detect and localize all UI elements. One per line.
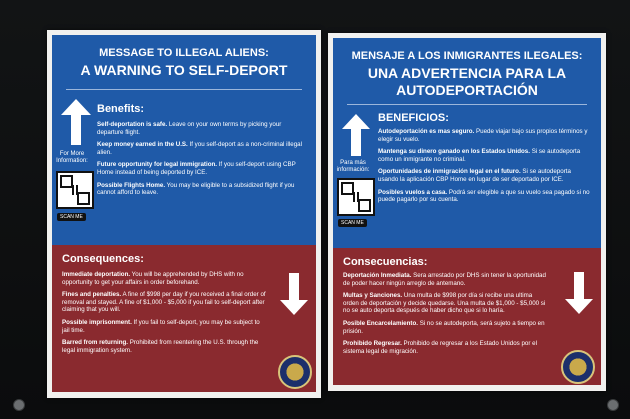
up-arrow-icon <box>342 114 370 156</box>
benefit-item: Posibles vuelos a casa. Podrá ser elegible a que su vuelo sea pagado si no puede pagarlo por su cuenta. <box>378 188 590 204</box>
qr-code[interactable] <box>56 171 94 209</box>
heading-line1: MESSAGE TO ILLEGAL ALIENS: <box>99 47 269 59</box>
consequence-item: Prohibido Regresar. Prohibido de regresar a los Estado Unidos por el sistema legal de migración. <box>343 340 537 355</box>
benefits-title: BENEFICIOS: <box>378 112 449 124</box>
consequence-item: Fines and penalties. A fine of $998 per day if you received a final order of removal and stayed. A fine of $1,000 - $5,000 if you fail to self-deport after claiming that you will. <box>62 291 266 314</box>
benefit-item: Oportunidades de inmigración legal en el futuro. Si se autodeporta usando la aplicación CBP Home en lugar de ser deportado por ICE. <box>378 168 571 183</box>
more-info-label: Para más información: <box>336 160 370 173</box>
benefits-list <box>378 128 590 209</box>
consequences-list <box>343 272 548 360</box>
benefit-item: Autodeportación es mas seguro. Puede viajar bajo sus propios términos y elegir su vuelo. <box>378 128 588 143</box>
down-arrow-icon <box>565 272 593 314</box>
divider <box>347 104 587 105</box>
consequence-item: Multas y Sanciones. Una multa de $998 por día si recibe una ultima orden de deportación y decide quedarse. Una multa de $1,000 - $5,000 si no se auto deporta después de haber dicho que si lo haría. <box>343 292 546 315</box>
wall-bolt <box>607 399 619 411</box>
consequences-panel <box>333 248 601 385</box>
benefits-list <box>97 121 307 202</box>
down-arrow-icon <box>280 273 308 315</box>
poster-heading <box>58 47 310 79</box>
consequences-list <box>62 271 267 359</box>
consequences-panel <box>52 245 316 392</box>
heading-line2: A WARNING TO SELF-DEPORT <box>80 62 288 78</box>
poster-heading <box>339 50 595 99</box>
consequences-title: Consequences: <box>62 253 144 265</box>
scan-me-label: SCAN ME <box>57 213 86 221</box>
benefit-item: Possible Flights Home. You may be eligible to a subsidized flight if you cannot afford to leave. <box>97 181 295 197</box>
spanish-poster <box>328 33 606 391</box>
benefit-item: Mantenga su dinero ganado en los Estados Unidos. Si se autodeporta como un inmigrante no criminal. <box>378 148 581 163</box>
up-arrow-icon <box>61 99 91 145</box>
consequence-item: Barred from returning. Prohibited from reentering the U.S. through the legal immigration system. <box>62 339 259 354</box>
qr-code[interactable] <box>337 178 375 216</box>
scan-me-label: SCAN ME <box>338 219 367 227</box>
english-poster <box>47 30 321 398</box>
dhs-seal-icon <box>561 350 595 384</box>
more-info-label: For More Information: <box>56 151 88 164</box>
benefit-item: Self-deportation is safe. Leave on your own terms by picking your departure flight. <box>97 121 282 136</box>
consequences-title: Consecuencias: <box>343 256 428 268</box>
wall-bolt <box>13 399 25 411</box>
benefits-panel <box>52 35 316 245</box>
consequence-item: Posible Encarcelamiento. Si no se autodeporta, será sujeto a tiempo en prisión. <box>343 319 545 335</box>
heading-line1: MENSAJE A LOS INMIGRANTES ILEGALES: <box>351 50 583 62</box>
heading-line2: UNA ADVERTENCIA PARA LA AUTODEPORTACIÓN <box>367 65 567 98</box>
consequence-item: Immediate deportation. You will be apprehended by DHS with no opportunity to get your affairs in order beforehand. <box>62 271 244 286</box>
benefits-title: Benefits: <box>97 103 145 115</box>
benefits-panel <box>333 38 601 248</box>
consequence-item: Possible imprisonment. If you fail to self-deport, you may be subject to jail time. <box>62 318 260 334</box>
dhs-seal-icon <box>278 355 312 389</box>
divider <box>66 89 302 90</box>
consequence-item: Deportación Inmediata. Sera arrestado por DHS sin tener la oportunidad de poder hacer ningún arreglo de antemano. <box>343 272 546 287</box>
benefit-item: Keep money earned in the U.S. If you self-deport as a non-criminal illegal alien. <box>97 141 302 156</box>
benefit-item: Future opportunity for legal immigration. If you self-deport using CBP Home instead of being deported by ICE. <box>97 161 296 176</box>
